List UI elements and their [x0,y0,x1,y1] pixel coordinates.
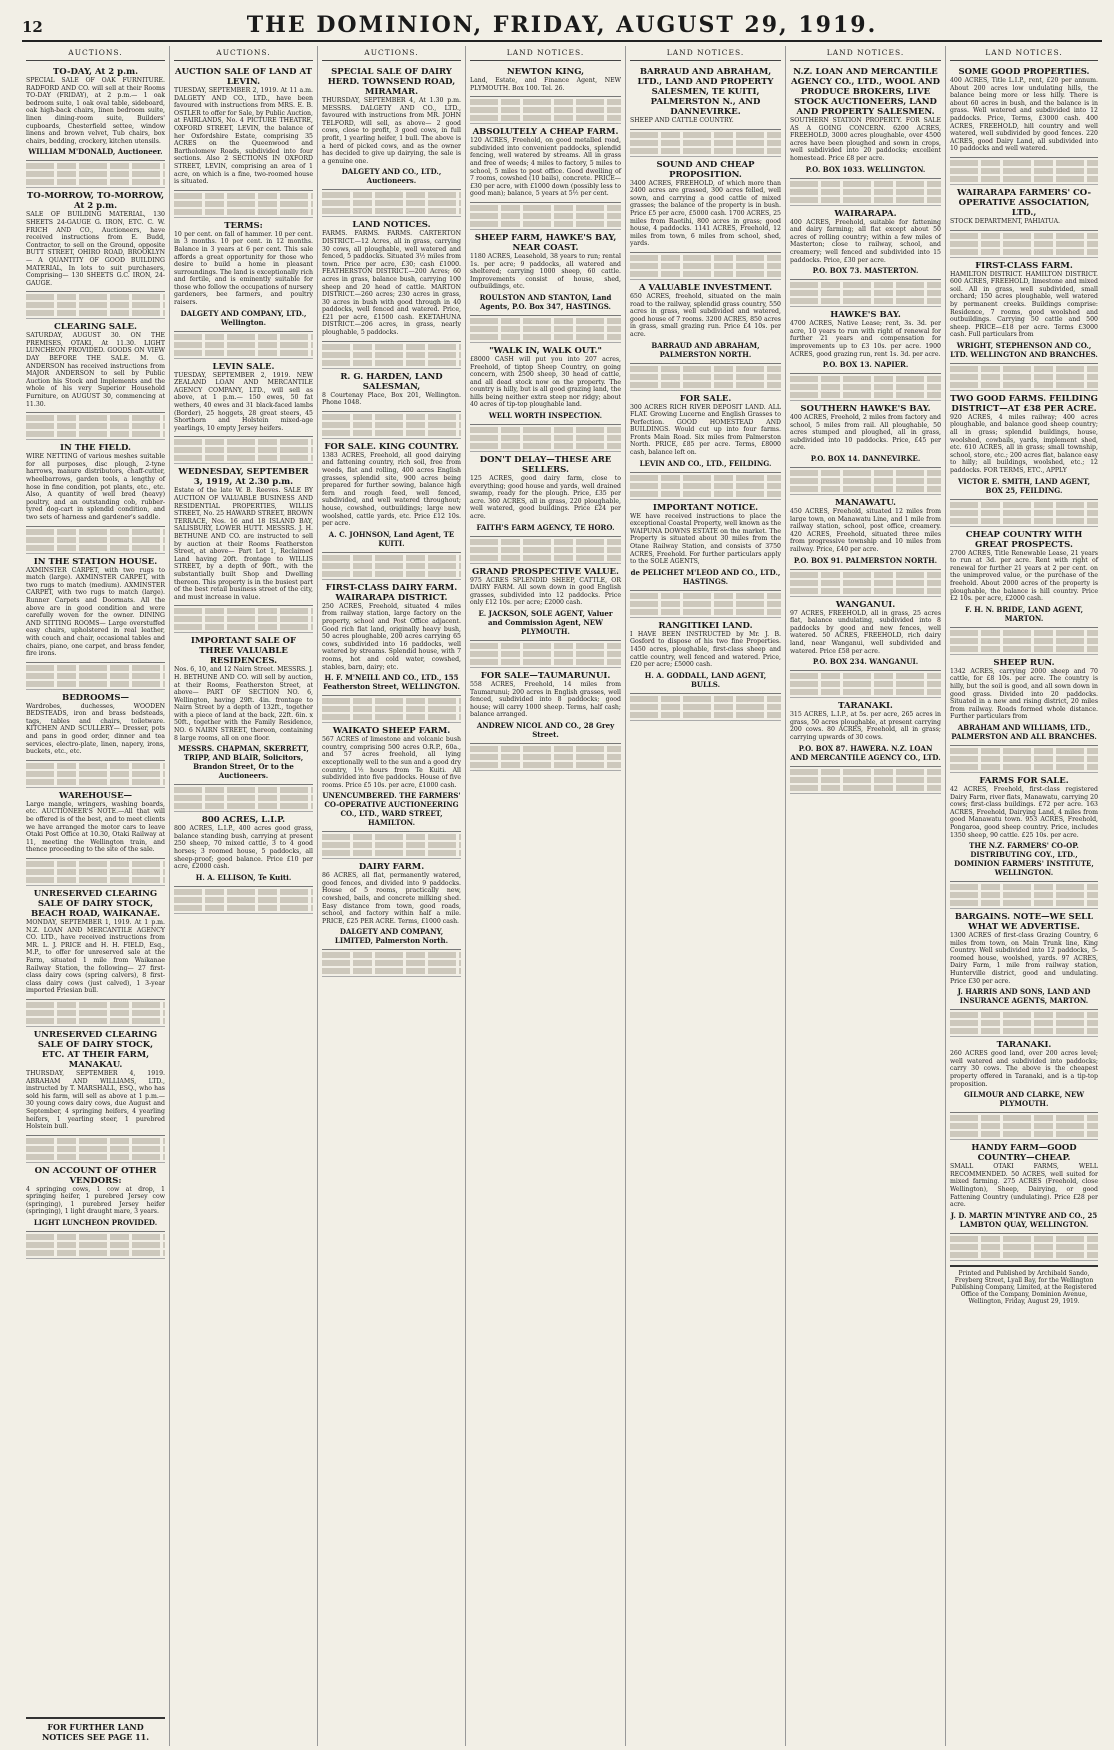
text-lines [26,529,165,554]
text-lines [322,698,461,723]
ad-heading: UNRESERVED CLEARING SALE OF DAIRY STOCK, BEACH ROAD, WAIKANAE. [30,889,161,919]
ad-body: Large mangle, wringers, washing boards, etc. AUCTIONEER'S NOTE.—All that will be offered is of the best, and to meet clients we have arranged the motor cars to leave Otaki Post Office at 10.30, Otaki Railway at 11, meeting the Wellington train, and thence proceeding to the site of the sale. [26,800,165,854]
ad-signature: H. A. GODDALL, LAND AGENT, BULLS. [644,670,767,689]
ad-signature: P.O. BOX 73. MASTERTON. [812,266,919,276]
text-lines [26,861,165,886]
ad-body: 1383 ACRES, Freehold, all good dairying and fattening country, rich soil, free from weeds, flat and rolling, 400 acres English grasses, splendid site, 900 acres being prepared for further sowing, balance high fern and rough feed, well fenced, subdivided, and well watered throughout; house, cowshed, outbuildings; large new woolshed, cattle yards, etc. Price £12 10s. per acre. [322,451,461,528]
ad-body: 800 ACRES, L.I.P., 400 acres good grass, balance standing bush, carrying at present 250 sheep, 70 mixed cattle, 3 to 4 good horses; 3 roomed house, 5 paddocks, all sheep-proof; good balance. Price £10 per acre, £2000 cash. [174,825,313,871]
ad-body: THURSDAY, SEPTEMBER 4, At 1.30 p.m. MESSRS. DALGETY AND CO., LTD., favoured with instructions from MR. JOHN TELFORD, will sell, as above— 2 good cows, close to profit, 3 good cows, in full profit, 1 yearling heifer, 1 bull. The above is a herd of picked cows, and as the owner has decided to give up dairying, the sale is a genuine one. [322,97,461,165]
ad-body: 42 ACRES, Freehold, first-class registered Dairy Farm, river flats, Manawatu, carrying 20 cows; first-class buildings. £72 per acre. 163 ACRES, Freehold, Dairying Land, 4 miles from good Manawatu town. 953 ACRES, Freehold, Pongaroa, good sheep country. Price, includes 1350 sheep, 90 cattle. £25 10s. per acre. [950,785,1098,839]
ad-signature: de PELICHET M'LEOD AND CO., LTD., HASTINGS. [630,567,781,586]
ad-signature: P.O. BOX 14. DANNEVIRKE. [810,454,921,464]
text-lines [630,696,781,721]
ad-body: HAMILTON DISTRICT. HAMILTON DISTRICT. 600 ACRES, FREEHOLD, limestone and mixed soil. All in grass, well subdivided, small orchard; 150 acres ploughable, well watered by permanent creeks. Buildings comprise: Residence, 7 rooms, good woolshed and outbuildings. Carrying 50 cattle and 500 sheep. PRICE—£18 per acre. Terms £3000 cash. Full particulars from [950,270,1098,339]
advertisement [790,64,941,179]
ad-heading: SOUTHERN HAWKE'S BAY. [800,404,931,415]
ad-signature: P.O. BOX 234. WANGANUI. [812,657,919,667]
ad-body: Nos. 6, 10, and 12 Nairn Street. MESSRS. J. H. BETHUNE AND CO. will sell by auction, at their Rooms, Featherston Street, at above— PART OF SECTION NO. 6, Wellington, having 29ft. 4in. frontage to Nairn Street by a depth of 132ft., together with a piece of land at the back, 22ft. 6in. x 50ft., together with the Family Residence, NO. 6 NAIRN STREET, thereon, containing 8 large rooms, all on one floor. [174,666,313,742]
advertisement [950,391,1098,500]
ad-heading: FARMS FOR SALE. [979,775,1069,786]
ad-signature: BARRAUD AND ABRAHAM, PALMERSTON NORTH. [651,340,760,359]
advertisement [950,258,1098,364]
ad-body: 4 springing cows, 1 cow at drop, 1 springing heifer, 1 purebred Jersey cow (springing), 1 purebred Jersey heifer (springing), 1 light draught mare, 3 years. [26,1185,165,1216]
advertisement [950,655,1098,746]
column-6 [786,46,946,1746]
advertisement [630,280,781,364]
ad-body: 650 ACRES, freehold, situated on the main road to the railway, splendid grass country, 550 acres in grass, well subdivided and watered, good house of 7 rooms. 3200 ACRES, 850 acres in grass, small grazing run. Price £4 10s. per acre. [630,292,781,338]
ad-heading: RANGITIKEI LAND. [658,620,753,631]
advertisement [790,597,941,672]
ad-heading: BARRAUD AND ABRAHAM, LTD., LAND AND PROPERTY SALESMEN, TE KUITI, PALMERSTON N., AND DANNEVIRKE. [637,67,774,117]
text-lines [790,282,941,307]
ad-body: MONDAY, SEPTEMBER 1, 1919. At 1 p.m. N.Z. LOAN AND MERCANTILE AGENCY CO. LTD., have received instructions from MR. L. J. PRICE and H. H. FIELD, Esq., M.P., to offer for unreserved sale at the Farm, situated 1 mile from Waikanae Railway Station, the following— 27 first-class dairy cows (spring calvers), 8 first-class dairy cows (just calved), 1 3-year imported Friesian bull. [26,919,165,995]
ad-body: 1300 ACRES of first-class Grazing Country, 6 miles from town, on Main Trunk line, King Country. Well subdivided into 12 paddocks, 5-roomed house, woolshed, yards. 97 ACRES, Dairy Farm, 1 mile from railway station, Hunterville district, good and undulating. Price £30 per acre. [950,932,1098,985]
text-lines [950,1115,1098,1140]
advertisement [470,564,621,641]
ad-heading: N.Z. LOAN AND MERCANTILE AGENCY CO., LTD., WOOL AND PRODUCE BROKERS, LIVE STOCK AUCTIONEERS, LAND AND PROPERTY SALESMEN. [790,67,941,117]
ad-signature: J. D. MARTIN M'INTYRE AND CO., 25 LAMBTON QUAY, WELLINGTON. [950,1210,1098,1229]
ad-body: AXMINSTER CARPET, with two rugs to match (large). AXMINSTER CARPET, with two rugs to match (medium). AXMINSTER CARPET, with two rugs to match (large). Runner Carpets and Doormats. All the above are in good condition and were carefully woven for the owner. DINING AND SITTING ROOMS— Large overstuffed easy chairs, upholstered in real leather, with couch and chair, occasional tables and chairs, piano, one carpet, and brass fender, fire irons. [26,566,165,658]
ad-heading: WAIKATO SHEEP FARM. [332,726,451,737]
ad-heading: TO-DAY, At 2 p.m. [52,67,139,77]
ad-signature: ANDREW NICOL AND CO., 28 Grey Street. [476,720,615,739]
advertisement [322,439,461,553]
advertisement [26,188,165,292]
text-lines [470,643,621,668]
ad-heading: SOUND AND CHEAP PROPOSITION. [656,159,755,180]
ad-heading: FOR SALE—TAUMARUNUI. [480,671,611,681]
ad-signature: LIGHT LUNCHEON PROVIDED. [33,1218,158,1228]
text-lines [950,366,1098,391]
advertisement [470,343,621,425]
text-lines [950,502,1098,527]
text-lines [950,884,1098,909]
text-lines [790,572,941,597]
text-lines [26,1002,165,1027]
text-lines [322,344,461,369]
ad-body: 4700 ACRES, Native Lease; rent, 3s. 3d. per acre, 10 years to run with right of renewal for further 21 years and compensation for improvements up to £3 10s. per acre. 1900 ACRES, good grazing run, rent 1s. 3d. per acre. [790,320,941,358]
masthead [22,10,1102,42]
ad-signature: J. HARRIS AND SONS, LAND AND INSURANCE AGENTS, MARTON. [957,987,1091,1006]
ad-heading: BEDROOMS— [62,692,129,703]
advertisement [26,690,165,761]
text-lines [790,376,941,401]
ad-body: 300 ACRES RICH RIVER DEPOSIT LAND. ALL FLAT. Growing Lucerne and English Grasses to Perfection. GOOD HOMESTEAD AND BUILDINGS. Would cut up into four farms. Fronts Main Road. Six miles from Palmerston North. PRICE, £85 per acre. Terms, £8000 cash, balance left on. [630,403,781,457]
text-lines [26,1138,165,1163]
text-lines [950,233,1098,258]
ad-heading: ABSOLUTELY A CHEAP FARM. [472,127,619,138]
ad-body: 450 ACRES, Freehold, situated 12 miles from large town, on Manawatu Line, and 1 mile from railway station, school, post office, creamery. 420 ACRES, Freehold, situated three miles from progressive township and 10 miles from railway. Price, £40 per acre. [790,508,941,554]
advertisement [26,554,165,663]
ad-signature: DALGETY AND COMPANY, LIMITED, Palmerston North. [334,927,449,946]
advertisement [470,64,621,97]
advertisement [950,909,1098,1010]
advertisement [174,64,313,191]
ad-body: 1180 ACRES, Leasehold, 38 years to run; rental 1s. per acre; 9 paddocks, all watered and sheltered; carrying 1000 sheep, 60 cattle. Improvements consist of house, shed, outbuildings, etc. [470,252,621,291]
advertisement [470,230,621,316]
advertisement [790,495,941,570]
text-lines [174,334,313,359]
advertisement [950,1037,1098,1113]
ad-body: WE have received instructions to place the exceptional Coastal Property, well known as the WAIPUNA DOWNS ESTATE on the market. The Property is situated about 30 miles from the Otane Railway Station, and consists of 3750 ACRES, Freehold. For further particulars apply to the SOLE AGENTS, [630,512,781,566]
ad-signature: P.O. BOX 13. NAPIER. [822,360,909,370]
advertisement [470,124,621,203]
ad-body: Land, Estate, and Finance Agent, NEW PLYMOUTH. Box 100. Tel. 26. [470,77,621,92]
column-7 [946,46,1102,1746]
text-lines [322,555,461,580]
ad-signature: P.O. BOX 87. HAWERA. N.Z. LOAN AND MERCANTILE AGENCY CO., LTD. [790,743,941,762]
advertisement [26,64,165,161]
advertisement [322,723,461,832]
ad-signature: DALGETY AND COMPANY, LTD., Wellington. [180,308,307,327]
column-header: LAND NOTICES. [470,46,621,61]
ad-signature: WELL WORTH INSPECTION. [488,411,603,421]
ad-body: 558 ACRES, Freehold, 14 miles from Taumarunui; 200 acres in English grasses, well fenced, subdivided into 8 paddocks; good house; will carry 1000 sheep. Terms, half cash; balance arranged. [470,681,621,719]
ad-body: £8000 CASH will put you into 207 acres, Freehold, of tiptop Sheep Country, on going concern, with 2500 sheep, 30 head of cattle, and all dead stock now on the property. The country is hilly, but is all good grazing land, the hills being neither extra steep nor ridgy; about 40 acres of tip-top ploughable land. [470,355,621,409]
text-lines [322,192,461,217]
ad-body: 1342 ACRES, carrying 2000 sheep and 70 cattle, for £8 10s. per acre. The country is hilly, but the soil is good, and all sown down in good grass. Divided into 20 paddocks. Situated in a new and rising district, 20 miles from railway. Roads formed whole distance. Further particulars from [950,667,1098,721]
ad-body: 260 ACRES good land, over 200 acres level; well watered and subdivided into paddocks; carry 30 cows. The above is the cheapest property offered in Taranaki, and is a tip-top proposition. [950,1050,1098,1088]
ad-heading: SHEEP RUN. [993,657,1055,668]
column-4 [466,46,626,1746]
ad-body: 920 ACRES, 4 miles railway; 400 acres ploughable, and balance good sheep country; all in grass; splendid buildings, house, woolshed, cowbails, yards, implement shed, etc. 610 ACRES, all in grass; small township, school, store, etc.; 200 acres flat, balance easy to hilly; all buildings, woolshed, etc.; 12 paddocks. FOR TERMS, ETC., APPLY [950,413,1098,475]
ad-body: 567 ACRES of limestone and volcanic bush country, comprising 500 acres O.R.P., 60a., and 57 acres freehold, all lying exceptionally well to the sun and a good dry country, 1½ hours from Te Kuiti. All subdivided into five paddocks. House of five rooms. Price £5 10s. per acre, £1000 cash. [322,736,461,789]
ad-signature: H. F. M'NEILL AND CO., LTD., 155 Featherston Street, WELLINGTON. [323,673,460,692]
ad-body: THURSDAY, SEPTEMBER 4, 1919. ABRAHAM AND WILLIAMS, LTD., instructed by T. MARSHALL, ESQ., who has sold his farm, will sell as above at 1 p.m.— 30 young cows dairy cows, due August and September, 4 springing heifers, 4 yearling heifers, 1 yearling steer, 1 purebred Holstein bull. [26,1069,165,1131]
text-lines [950,160,1098,185]
ad-body: SATURDAY, AUGUST 30. ON THE PREMISES, OTAKI, At 11.30. LIGHT LUNCHEON PROVIDED. GOODS ON VIEW DAY BEFORE THE SALE. M. G. ANDERSON has received instructions from MAJOR ANDERSON to sell by Public Auction his Stock and Implements and the whole of his very Superior Household Furniture, on AUGUST 30, commencing at 11.30. [26,332,165,408]
ad-body: 2700 ACRES, Title Renewable Lease, 21 years to run at 3d. per acre. Rent with right of renewal for further 21 years at 2 per cent. on the unimproved value, or the purchase of the freehold. About 2000 acres of the property is ploughable, the balance is hill country. Price £2 10s. per acre, £2000 cash. [950,549,1098,603]
ad-heading: WANGANUI. [835,599,896,610]
ad-body: 400 ACRES, Title L.I.P., rent, £20 per annum. About 200 acres low undulating hills, the balance being more or less hilly. There is about 60 acres in bush, and the balance is in grass. Well watered and subdivided into 12 paddocks. Price, Terms, £3000 cash. 400 ACRES, FREEHOLD, hill country and well watered, well subdivided by good fences. 220 ACRES, good Dairy Land, all subdivided into 10 paddocks and well watered. [950,77,1098,153]
newspaper-title: THE DOMINION, FRIDAY, AUGUST 29, 1919. [246,12,878,38]
ad-heading: "WALK IN, WALK OUT." [489,345,602,356]
text-lines [26,163,165,188]
ad-body: 125 ACRES, good dairy farm, close to everything; good house and yards, well drained swamp, ready for the plough. Price, £35 per acre. 360 ACRES, all in grass, 220 ploughable, well watered, good buildings. Price £24 per acre. [470,475,621,521]
ad-body: 10 per cent. on fall of hammer. 10 per cent. in 3 months. 10 per cent. in 12 months. Balance in 3 years at 6 per cent. This sale affords a great opportunity for those who desire to build a home in pleasant surroundings. The land is exceptionally rich and fertile, and is eminently suitable for those who follow the occupations of nursery gardeners, bee farmers, and poultry raisers. [174,230,313,307]
imprint: Printed and Published by Archibald Sando, Freyberg Street, Lyall Bay, for the Wellington Publishing Company, Limited, at the Registered Office of the Company, Dominion Avenue, Wellington, Friday, August 29, 1919. [950,1265,1098,1308]
ad-body: 8 Courtenay Place, Box 201, Wellington. Phone 1048. [322,391,461,407]
column-header: LAND NOTICES. [950,46,1098,61]
ad-heading: TO-MORROW, TO-MORROW, At 2 p.m. [26,191,165,212]
ad-heading: TWO GOOD FARMS. FEILDING DISTRICT—AT £38 PER ACRE. [950,393,1098,414]
ad-signature: WRIGHT, STEPHENSON AND CO., LTD. WELLINGTON AND BRANCHES. [950,340,1098,359]
ad-heading: DON'T DELAY—THESE ARE SELLERS. [479,455,612,476]
ad-signature: F. H. N. BRIDE, LAND AGENT, MARTON. [964,604,1084,623]
ad-heading: A VALUABLE INVESTMENT. [638,282,773,293]
ad-signature: GILMOUR AND CLARKE, NEW PLYMOUTH. [963,1090,1085,1109]
text-lines [26,763,165,788]
text-lines [174,439,313,464]
ad-heading: IMPORTANT NOTICE. [652,502,759,513]
text-lines [470,427,621,452]
ad-body: SHEEP AND CATTLE COUNTRY. [630,117,734,124]
ad-body: Estate of the late W. B. Reeves. SALE BY AUCTION OF VALUABLE BUSINESS AND RESIDENTIAL PROPERTIES, WILLIS STREET, No. 25 HAWARD STREET, BROWN TERRACE, Nos. 16 and 18 ISLAND BAY, SALISBURY, LOWER HUTT. MESSRS. J. H. BETHUNE AND CO. are instructed to sell by auction at their Rooms Featherston Street, at above— Part Lot 1, Reclaimed Land having 20ft. frontage to WILLIS STREET, by a depth of 90ft., with the substantially built Shop and Dwelling thereon. This property is in the busiest part of the best retail business street of the city, and must increase in value. [174,487,313,601]
advertisement [174,464,313,606]
advertisement [790,401,941,468]
ad-body: 250 ACRES, Freehold, situated 4 miles from railway station, large factory on the property, school and Post Office adjacent. Good rich flat land, originally heavy bush, 50 acres ploughable, 200 acres carrying 65 cows, subdivided into 16 paddocks, well watered by streams. Splendid house, with 7 rooms, hot and cold water, cowshed, stables, barn, dairy; etc. [322,602,461,671]
ad-signature: FAITH'S FARM AGENCY, TE HORO. [476,522,615,532]
ad-body: STOCK DEPARTMENT, PAHIATUA. [950,217,1061,225]
ad-heading: WAREHOUSE— [58,790,133,801]
text-lines [630,593,781,618]
ad-signature: VICTOR E. SMITH, LAND AGENT, BOX 25, FEILDING. [957,476,1091,495]
column-1 [22,46,170,1746]
ad-body: Wardrobes, duchesses, WOODEN BEDSTEADS, iron and brass bedsteads, tags, tables and chairs, toiletware. KITCHEN AND SCULLERY— Dresser, pots and pans in good order, dinner and tea services, electro-plate, linen, napery, irons, buckets, etc., etc. [26,702,165,756]
ad-heading: NEWTON KING, [506,67,585,77]
ad-heading: WEDNESDAY, SEPTEMBER 3, 1919, At 2.30 p.m. [178,467,309,488]
ad-body: FARMS. FARMS. FARMS. CARTERTON DISTRICT.—12 Acres, all in grass, carrying 30 cows, all ploughable, well watered and fenced, 5 paddocks. Situated 3½ miles from town. Price per acre, £30; cash £1000. FEATHERSTON DISTRICT.—200 Acres; 60 acres in grass, balance bush, carrying 100 sheep and 20 head of cattle. MARTON DISTRICT.—260 acres; 230 acres in grass, 30 acres in bush with good through in 40 paddocks, well fenced and watered. Price, £21 per acre, £1500 cash. EKETAHUNA DISTRICT.—206 acres, in grass, nearly ploughable, 5 paddocks. [322,230,461,337]
text-lines [950,1012,1098,1037]
column-3 [318,46,466,1746]
ad-signature: UNENCUMBERED. THE FARMERS' CO-OPERATIVE AUCTIONEERING CO., LTD., WARD STREET, HAMILTON. [322,791,461,828]
advertisement [174,812,313,887]
ad-body: 3400 ACRES, FREEHOLD, of which more than 2400 acres are grassed, 300 acres felled, well sown, and carrying a good cattle of mixed grasses; the balance of the property is in bush. Price £5 per acre, £5000 cash. 1700 ACRES, 25 miles from Raetihi, 800 acres in grass; good house, 4 paddocks. 1141 ACRES, Freehold, 12 miles from town, 6 miles from school, shed, yards. [630,179,781,248]
page-columns [22,46,1102,1746]
advertisement [950,773,1098,882]
ad-body: TUESDAY, SEPTEMBER 2, 1919. NEW ZEALAND LOAN AND MERCANTILE AGENCY COMPANY, LTD., will sell as above, at 1 p.m.— 150 ewes, 50 fat wethers, 40 ewes and 31 black-faced lambs (Border), 25 hoggets, 28 great steers, 45 Shorthorn and Holstein mixed-age yearlings, 10 empty Jersey heifers. [174,371,313,432]
ad-body: 400 ACRES, Freehold, 2 miles from factory and school, 5 miles from rail. All ploughable, 50 acres stumped and ploughed, all in grass, subdivided into 10 paddocks. Price, £45 per acre. [790,414,941,452]
text-lines [174,193,313,218]
ad-body: 120 ACRES, Freehold, on good metalled road, subdivided into convenient paddocks, splendid fencing, well watered by streams. All in grass and free of weeds; 4 miles to factory, 5 miles to school, 5 miles to post office. Good dwelling of 7 rooms, cowshed (10 bails), concrete. PRICE—£30 per acre, with £1000 down (possibly less to good man); balance, 5 years at 5½ per cent. [470,137,621,198]
see-page-note: FOR FURTHER LAND NOTICES SEE PAGE 11. [26,1717,165,1742]
ad-heading: LEVIN SALE. [212,361,275,372]
advertisement [322,859,461,950]
column-header: LAND NOTICES. [630,46,781,61]
ad-heading: UNRESERVED CLEARING SALE OF DAIRY STOCK, ETC. AT THEIR FARM, MANAKAU. [33,1029,158,1070]
column-header: LAND NOTICES. [790,46,941,61]
ad-body: SOUTHERN STATION PROPERTY. FOR SALE AS A GOING CONCERN. 6200 ACRES, FREEHOLD, 3000 acres ploughable, over 4500 acres have been ploughed and sown in crops, well subdivided into 20 paddocks; excellent homestead. Price £8 per acre. [790,117,941,162]
advertisement [630,500,781,591]
ad-signature: ABRAHAM AND WILLIAMS, LTD., PALMERSTON AND ALL BRANCHES. [951,722,1097,741]
advertisement [322,217,461,341]
advertisement [174,218,313,332]
ad-heading: IN THE STATION HOUSE. [33,556,158,567]
ad-body: SPECIAL SALE OF OAK FURNITURE. RADFORD AND CO. will sell at their Rooms TO-DAY (FRIDAY), at 2 p.m.— 1 oak bedroom suite, 1 oak oval table, sideboard, oak high-back chairs, linen bedroom suite, linen dining-room suite, Builders' cupboards, Chesterfield settee, window linens and brown velvet, Tub chairs, box chairs, bedding, crockery, kitchen utensils. [26,77,165,145]
ad-body: 315 ACRES, L.I.P., at 5s. per acre, 265 acres in grass, 50 acres ploughable, at present carrying 200 cows. 80 ACRES, Freehold, all in grass; carrying upwards of 30 cows. [790,711,941,741]
ad-signature: WILLIAM M'DONALD, Auctioneer. [28,147,163,157]
advertisement [630,391,781,473]
text-lines [470,205,621,230]
text-lines [26,665,165,690]
ad-signature: A. C. JOHNSON, Land Agent, TE KUITI. [328,529,455,548]
text-lines [470,99,621,124]
advertisement [322,64,461,190]
text-lines [950,630,1098,655]
advertisement [26,1027,165,1136]
ad-heading: CLEARING SALE. [54,322,137,333]
text-lines [790,769,941,794]
advertisement [470,668,621,744]
text-lines [790,470,941,495]
ad-body: WIRE NETTING of various meshes suitable for all purposes, disc plough, 2-tyne harrows, manure distributors, chaff-cutter, wheelbarrows, garden tools, a lengthy of hose in fine condition, pot plants, etc., etc. Also, A quantity of well bred (heavy) poultry, and an outstanding cob, rubber-tyred dog-cart in splendid condition, and two sets of harness and gardener's saddle. [26,453,165,521]
text-lines [630,132,781,157]
text-lines [26,294,165,319]
ad-heading: TERMS: [224,220,263,231]
text-lines [322,952,461,977]
advertisement [950,1140,1098,1234]
ad-heading: 800 ACRES, L.I.P. [201,815,286,826]
ad-body: SMALL OTAKI FARMS, WELL RECOMMENDED. 50 ACRES, well suited for mixed farming. 275 ACRES (Freehold, close Wellington), Sheep, Dairying, or good Fattening Country (undulating). Price £28 per acre. [950,1163,1098,1209]
ad-heading: WAIRARAPA FARMERS' CO-OPERATIVE ASSOCIATION, LTD., [956,187,1092,218]
advertisement [174,359,313,438]
ad-heading: FOR SALE. [679,393,732,404]
ad-heading: WAIRARAPA. [834,208,897,219]
ad-signature: MESSRS. CHAPMAN, SKERRETT, TRIPP, AND BLAIR, Solicitors, Brandon Street, Or to the Auctioneers. [178,744,309,781]
column-header: AUCTIONS. [26,46,165,61]
ad-body: I HAVE BEEN INSTRUCTED by Mr. J. B. Gosford to dispose of his two fine Properties. 1450 acres, ploughable, first-class sheep and cattle country, well fenced and watered. Price, £20 per acre; £5000 cash. [630,630,781,669]
ad-heading: GRAND PROSPECTIVE VALUE. [472,566,619,577]
ad-heading: SOME GOOD PROPERTIES. [958,67,1090,77]
text-lines [26,1234,165,1259]
ad-signature: THE N.Z. FARMERS' CO-OP. DISTRIBUTING COY., LTD., DOMINION FARMERS' INSTITUTE, WELLINGTON. [954,841,1094,878]
ad-heading: SHEEP FARM, HAWKE'S BAY, NEAR COAST. [474,232,617,253]
advertisement [26,886,165,1000]
text-lines [630,366,781,391]
advertisement [322,580,461,696]
ad-heading: SPECIAL SALE OF DAIRY HERD. TOWNSEND ROAD, MIRAMAR. [327,67,456,97]
column-header: AUCTIONS. [174,46,313,61]
text-lines [630,255,781,280]
ad-body: SALE OF BUILDING MATERIAL, 130 SHEETS 24-GAUGE G. IRON, ETC. C. W. FRICH AND CO., Auctioneers, have received instructions from E. Budd, Contractor, to sell on the Ground, opposite BUTT STREET, OHIRO ROAD, BROOKLYN— A QUANTITY OF GOOD BUILDING MATERIAL, In lots to suit purchasers, Comprising— 130 SHEETS G.C. IRON, 24-GAUGE. [26,211,165,287]
text-lines [470,318,621,343]
advertisement [174,633,313,785]
advertisement [630,618,781,694]
ad-heading: MANAWATU. [835,498,896,509]
advertisement [950,64,1098,158]
ad-heading: DAIRY FARM. [358,862,425,873]
advertisement [26,319,165,413]
ad-signature: P.O. BOX 91. PALMERSTON NORTH. [793,555,938,565]
ad-body: 86 ACRES, all flat, permanently watered, good fences, and divided into 9 paddocks. House of 5 rooms, practically new, cowshed, bails, and concrete milking shed. Easy distance from town, good roads, school, and factory within half a mile. PRICE, £25 PER ACRE. Terms, £1000 cash. [322,872,461,925]
advertisement [950,185,1098,231]
ad-body: 97 ACRES, FREEHOLD, all in grass, 25 acres flat, balance undulating, subdivided into 8 paddocks by good and new fences, well watered. 50 ACRES, FREEHOLD, rich dairy land, near Wanganui, well subdivided and watered. Price £58 per acre. [790,609,941,655]
text-lines [174,889,313,914]
ad-heading: CHEAP COUNTRY WITH GREAT PROSPECTS. [965,529,1083,550]
ad-heading: R. G. HARDEN, LAND SALESMAN, [340,371,443,392]
text-lines [322,414,461,439]
text-lines [174,608,313,633]
column-5 [626,46,786,1746]
text-lines [470,746,621,771]
ad-heading: IN THE FIELD. [60,443,131,454]
text-lines [470,539,621,564]
ad-heading: FIRST-CLASS DAIRY FARM. WAIRARAPA DISTRICT. [325,582,458,603]
advertisement [26,788,165,859]
text-lines [174,787,313,812]
advertisement [950,527,1098,628]
text-lines [950,1236,1098,1261]
advertisement [630,64,781,130]
ad-signature: DALGETY AND CO., LTD., Auctioneers. [341,167,442,186]
text-lines [630,475,781,500]
ad-heading: FIRST-CLASS FARM. [975,260,1073,271]
ad-heading: AUCTION SALE OF LAND AT LEVIN. [175,67,312,87]
ad-heading: HAWKE'S BAY. [830,310,901,321]
ad-heading: ON ACCOUNT OF OTHER VENDORS: [34,1165,157,1186]
ad-heading: FOR SALE. KING COUNTRY. [324,441,459,452]
ad-heading: TARANAKI. [996,1040,1052,1051]
ad-heading: BARGAINS. NOTE—WE SELL WHAT WE ADVERTISE. [954,912,1094,933]
ad-body: 975 ACRES SPLENDID SHEEP, CATTLE, OR DAIRY FARM. All sown down in good English grasses, subdivided into 12 paddocks. Price only £12 10s. per acre; £2000 cash. [470,576,621,607]
advertisement [26,1163,165,1232]
ad-body: 400 ACRES, Freehold, suitable for fattening and dairy farming; all flat except about 50 acres of rolling country; within a few miles of Masterton; close to railway, school, and creamery; well fenced and subdivided into 15 paddocks. Price, £30 per acre. [790,218,941,264]
ad-signature: P.O. BOX 1033. WELLINGTON. [805,164,926,174]
page-number: 12 [22,18,43,36]
advertisement [322,369,461,412]
text-lines [950,748,1098,773]
text-lines [322,834,461,859]
ad-heading: HANDY FARM—GOOD COUNTRY—CHEAP. [971,1143,1077,1164]
text-lines [790,181,941,206]
ad-heading: LAND NOTICES. [352,220,431,231]
advertisement [790,698,941,766]
ad-signature: LEVIN AND CO., LTD., FEILDING. [639,458,772,468]
ad-heading: TARANAKI. [838,701,893,712]
column-header: AUCTIONS. [322,46,461,61]
advertisement [26,440,165,526]
advertisement [790,206,941,281]
ad-signature: E. JACKSON, SOLE AGENT, Valuer and Commission Agent, NEW PLYMOUTH. [478,609,613,636]
ad-signature: H. A. ELLISON, Te Kuiti. [195,872,292,882]
ad-heading: IMPORTANT SALE OF THREE VALUABLE RESIDENCES. [190,636,297,667]
text-lines [790,673,941,698]
advertisement [790,307,941,374]
ad-signature: ROULSTON AND STANTON, Land Agents, P.O. Box 347, HASTINGS. [479,292,612,311]
advertisement [470,452,621,537]
ad-body: TUESDAY, SEPTEMBER 2, 1919. At 11 a.m. DALGETY AND CO., LTD., have been favoured with instructions from MRS. E. B. OSTLER to offer for Sale, by Public Auction, at FAIRLANDS, No. 4 PICTURE THEATRE, OXFORD STREET, LEVIN, the balance of her Oxfordshire Estate, comprising 35 ACRES on the Queenwood and Bartholomew Roads, subdivided into four sections. Also 2 SECTIONS IN OXFORD STREET, LEVIN, comprising an area of 1 acre, on which is a fine, two-roomed house is situated. [174,87,314,186]
advertisement [630,157,781,253]
text-lines [26,415,165,440]
column-2 [170,46,318,1746]
